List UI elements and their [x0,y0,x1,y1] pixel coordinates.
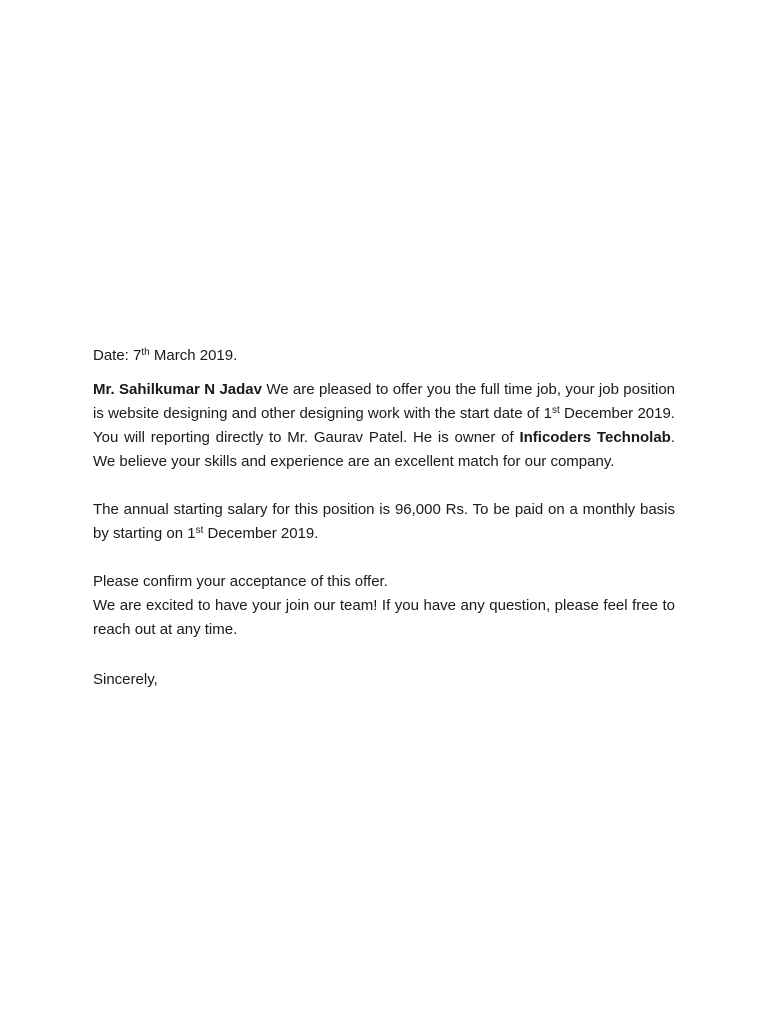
intro-paragraph: Mr. Sahilkumar N Jadav We are pleased to offer you the full time job, your job position is website designing and other designing work with the start date of 1st December 2019. You will reporting directly to Mr. Gaurav Patel. He is owner of Inficoders Technolab. We believe your skills and experience are an excellent match for our company. [93,381,676,470]
confirm-line: Please confirm your acceptance of this offer. [93,573,388,590]
welcome-paragraph: We are excited to have your join our team! If you have any question, please feel free to reach out at any time. [93,597,675,638]
offer-letter [93,344,675,716]
recipient-name: Mr. Sahilkumar N Jadav [93,381,262,398]
letter-date: Date: 7th March 2019. [93,347,238,364]
salary-paragraph: The annual starting salary for this position is 96,000 Rs. To be paid on a monthly basis by starting on 1st December 2019. [93,501,675,542]
company-name: Inficoders Technolab [519,429,671,446]
closing-salutation: Sincerely, [93,671,158,688]
